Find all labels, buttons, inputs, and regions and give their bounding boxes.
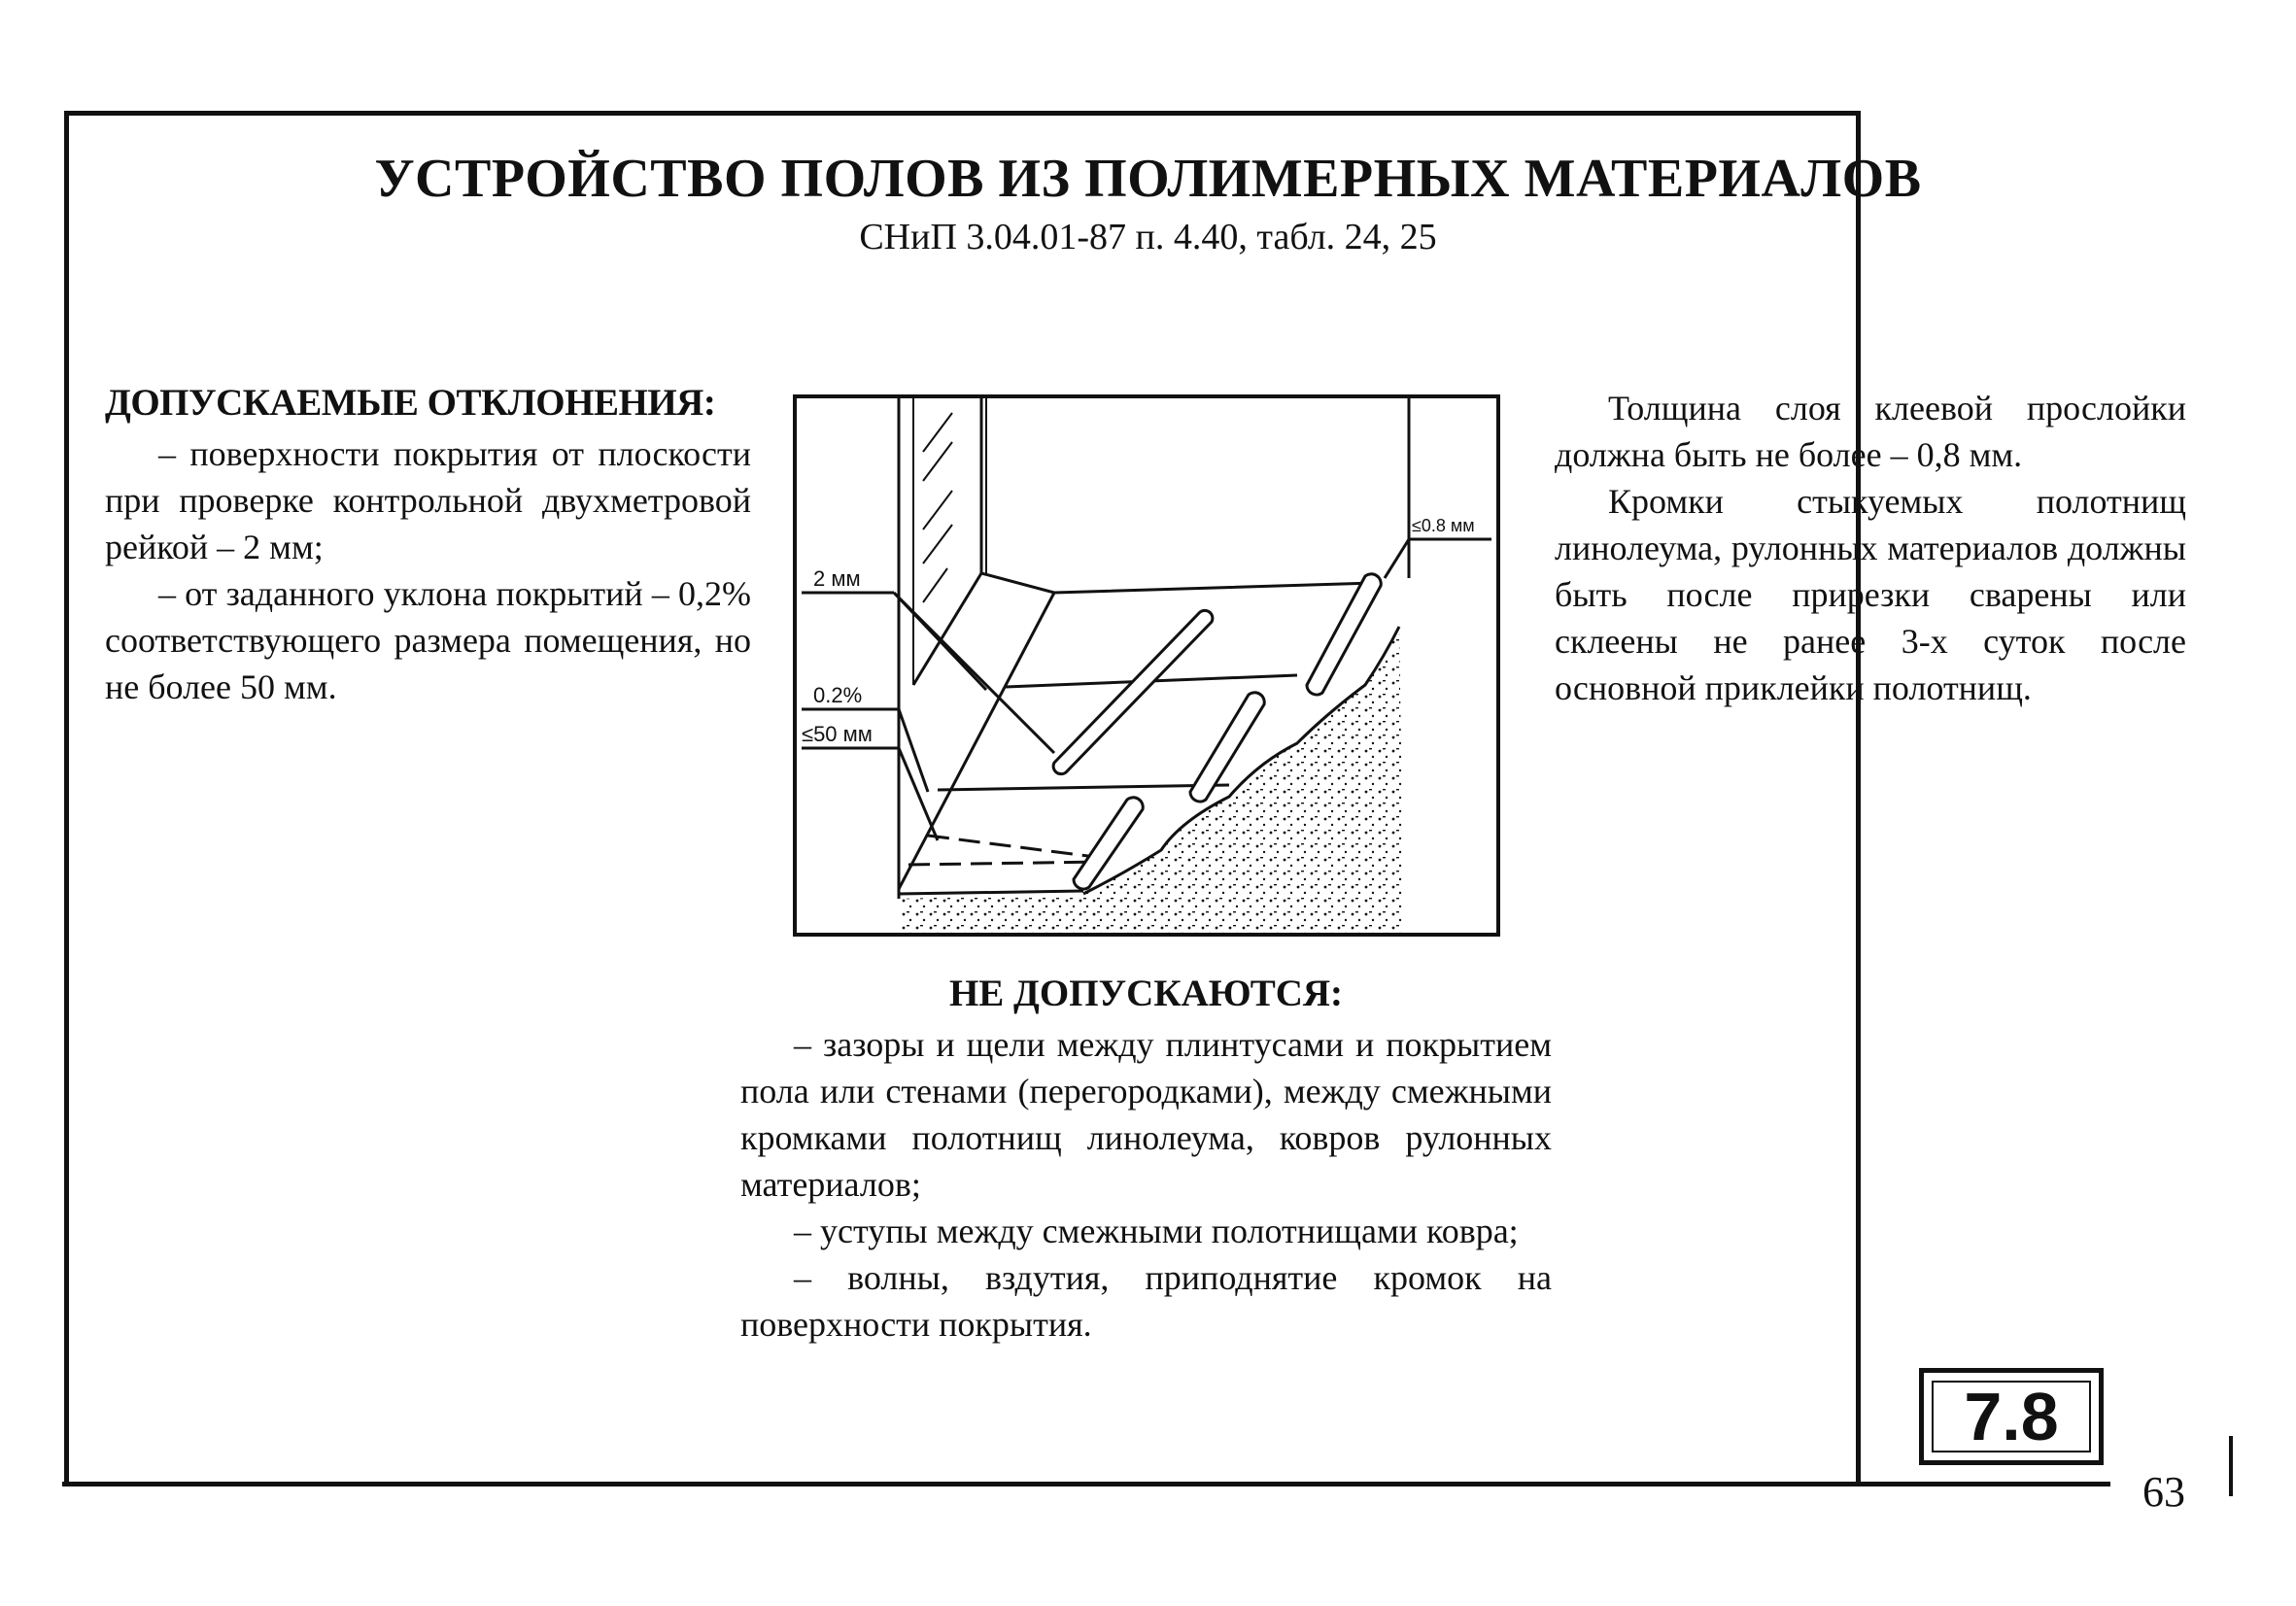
section-number-badge (1919, 1368, 2104, 1465)
not-allowed-item: – волны, вздутия, приподнятие кромок на поверхности покрытия. (740, 1258, 1552, 1344)
allowed-deviations-heading: ДОПУСКАЕМЫЕ ОТКЛОНЕНИЯ: (105, 382, 716, 424)
label-50mm: ≤50 мм (802, 722, 873, 746)
allowed-deviation-item: – поверхности покрытия от плоскости при проверке контрольной двухметровой рейкой – 2 мм; (105, 434, 751, 566)
section-number: 7.8 (1964, 1379, 2059, 1454)
adhesive-requirements-section (1555, 385, 2186, 711)
not-allowed-heading: НЕ ДОПУСКАЮТСЯ: (948, 973, 1344, 1014)
page-subtitle: СНиП 3.04.01-87 п. 4.40, табл. 24, 25 (859, 217, 1437, 257)
not-allowed-section (740, 972, 1552, 1348)
label-2mm: 2 мм (813, 566, 861, 591)
not-allowed-item: – зазоры и щели между плинтусами и покрытием пола или стенами (перегородками), между смежными кромками полотнищ линолеума, ковров рулонных материалов; (740, 1025, 1552, 1204)
frame-right-tail (2229, 1436, 2233, 1496)
label-slope: 0.2% (813, 683, 863, 707)
allowed-deviations-section (105, 381, 751, 710)
floor-diagram (792, 393, 1501, 938)
page-number: 63 (2142, 1468, 2185, 1516)
not-allowed-item: – уступы между смежными полотнищами ковра; (794, 1212, 1519, 1250)
page-title: УСТРОЙСТВО ПОЛОВ ИЗ ПОЛИМЕРНЫХ МАТЕРИАЛОВ (374, 149, 1922, 209)
frame-bottom-rule (62, 1482, 2110, 1486)
edges-paragraph: Кромки стыкуемых полотнищ линолеума, рулонных материалов должны быть после прирезки сварены или склеены не ранее 3-х суток после основной приклейки полотнищ. (1555, 482, 2186, 707)
adhesive-paragraph: Толщина слоя клеевой прослойки должна быть не более – 0,8 мм. (1555, 389, 2186, 474)
label-08mm: ≤0.8 мм (1412, 516, 1475, 535)
allowed-deviation-item: – от заданного уклона покрытий – 0,2% соответствующего размера помещения, но не более 50 мм. (105, 574, 751, 706)
